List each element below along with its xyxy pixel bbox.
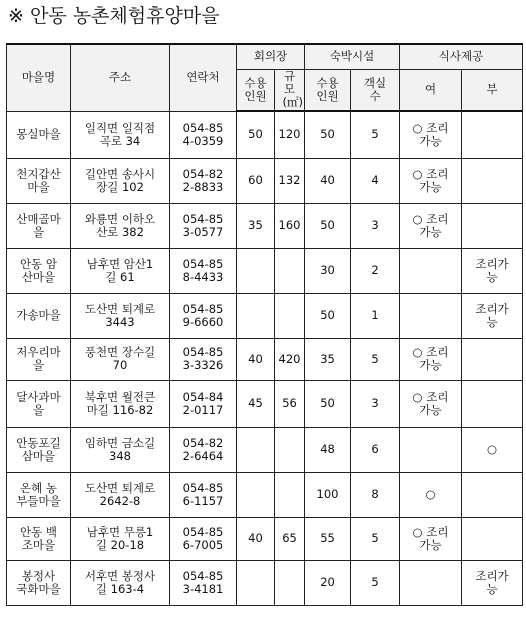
meal-no: [462, 517, 523, 560]
meeting-size: 120: [275, 111, 305, 158]
village-name: 가송마을: [7, 293, 71, 338]
village-address: 일직면 일직점곡로 34: [71, 111, 170, 158]
meal-no: [462, 472, 523, 517]
lodging-capacity: 35: [305, 338, 351, 380]
header-meal-yes: 여: [400, 69, 462, 111]
meeting-capacity: [237, 560, 275, 605]
village-name: 안동포길삼마을: [7, 427, 71, 472]
village-address: 도산면 퇴계로 3443: [71, 293, 170, 338]
meal-no: 조리가능: [462, 293, 523, 338]
meeting-size: [275, 560, 305, 605]
meeting-size: [275, 248, 305, 293]
header-meeting: 회의장: [237, 44, 305, 69]
village-phone: 054-822-8833: [170, 158, 237, 203]
room-count: 5: [351, 338, 400, 380]
meeting-size: 132: [275, 158, 305, 203]
meal-yes: ○: [400, 472, 462, 517]
meal-no: ○: [462, 427, 523, 472]
meal-yes: [400, 293, 462, 338]
village-name: 달사과마을: [7, 380, 71, 427]
meal-yes: [400, 560, 462, 605]
table-row: [7, 293, 523, 338]
village-table: [6, 43, 523, 606]
header-lodging: 숙박시설: [305, 44, 400, 69]
meeting-capacity: [237, 472, 275, 517]
village-address: 풍천면 장수길 70: [71, 338, 170, 380]
meal-yes: ○ 조리가능: [400, 517, 462, 560]
lodging-capacity: 55: [305, 517, 351, 560]
meal-yes: ○ 조리가능: [400, 158, 462, 203]
table-row: [7, 203, 523, 248]
meal-yes: ○ 조리가능: [400, 111, 462, 158]
village-address: 남후면 암산1길 61: [71, 248, 170, 293]
village-phone: 054-854-0359: [170, 111, 237, 158]
meeting-size: 56: [275, 380, 305, 427]
village-name: 안동 암산마을: [7, 248, 71, 293]
village-phone: 054-853-4181: [170, 560, 237, 605]
header-meal-no: 부: [462, 69, 523, 111]
header-meeting-capacity: 수용인원: [237, 69, 275, 111]
meal-yes: [400, 248, 462, 293]
table-row: [7, 248, 523, 293]
lodging-capacity: 20: [305, 560, 351, 605]
meal-no: 조리가능: [462, 248, 523, 293]
room-count: 2: [351, 248, 400, 293]
room-count: 5: [351, 111, 400, 158]
lodging-capacity: 50: [305, 203, 351, 248]
village-address: 도산면 퇴계로 2642-8: [71, 472, 170, 517]
village-address: 임하면 금소길 348: [71, 427, 170, 472]
meeting-size: 65: [275, 517, 305, 560]
village-address: 와룡면 이하오산로 382: [71, 203, 170, 248]
village-address: 길안면 송사시장길 102: [71, 158, 170, 203]
table-row: [7, 111, 523, 158]
table-row: [7, 517, 523, 560]
header-rooms: 객실수: [351, 69, 400, 111]
lodging-capacity: 30: [305, 248, 351, 293]
village-name: 봉정사 국화마을: [7, 560, 71, 605]
header-address: 주소: [71, 44, 170, 111]
meal-no: [462, 338, 523, 380]
village-phone: 054-853-0577: [170, 203, 237, 248]
village-phone: 054-859-6660: [170, 293, 237, 338]
meeting-capacity: 50: [237, 111, 275, 158]
meal-yes: [400, 427, 462, 472]
meal-yes: ○ 조리가능: [400, 338, 462, 380]
header-lodging-capacity: 수용인원: [305, 69, 351, 111]
room-count: 1: [351, 293, 400, 338]
meal-no: [462, 380, 523, 427]
village-name: 저우리마을: [7, 338, 71, 380]
table-row: [7, 427, 523, 472]
table-row: [7, 158, 523, 203]
village-name: 산매골마을: [7, 203, 71, 248]
meeting-capacity: 60: [237, 158, 275, 203]
header-phone: 연락처: [170, 44, 237, 111]
meeting-size: [275, 293, 305, 338]
village-phone: 054-822-6464: [170, 427, 237, 472]
lodging-capacity: 50: [305, 111, 351, 158]
table-row: [7, 560, 523, 605]
lodging-capacity: 48: [305, 427, 351, 472]
village-name: 천지갑산마을: [7, 158, 71, 203]
meeting-capacity: 40: [237, 338, 275, 380]
meeting-size: [275, 427, 305, 472]
room-count: 5: [351, 517, 400, 560]
room-count: 8: [351, 472, 400, 517]
table-row: [7, 380, 523, 427]
meeting-capacity: [237, 427, 275, 472]
meal-yes: ○ 조리가능: [400, 203, 462, 248]
meal-no: 조리가능: [462, 560, 523, 605]
lodging-capacity: 100: [305, 472, 351, 517]
village-name: 온혜 농부들마을: [7, 472, 71, 517]
village-phone: 054-853-3326: [170, 338, 237, 380]
room-count: 5: [351, 560, 400, 605]
header-name: 마을명: [7, 44, 71, 111]
header-meal: 식사제공: [400, 44, 523, 69]
lodging-capacity: 50: [305, 293, 351, 338]
village-phone: 054-856-1157: [170, 472, 237, 517]
room-count: 3: [351, 380, 400, 427]
meeting-capacity: 45: [237, 380, 275, 427]
table-row: [7, 472, 523, 517]
room-count: 6: [351, 427, 400, 472]
meeting-capacity: [237, 293, 275, 338]
room-count: 3: [351, 203, 400, 248]
village-name: 안동 백조마을: [7, 517, 71, 560]
room-count: 4: [351, 158, 400, 203]
meeting-capacity: 40: [237, 517, 275, 560]
meal-no: [462, 203, 523, 248]
meeting-size: [275, 472, 305, 517]
village-address: 남후면 무릉1길 20-18: [71, 517, 170, 560]
page-title: ※ 안동 농촌체험휴양마을: [8, 5, 220, 27]
meal-no: [462, 111, 523, 158]
village-name: 몽실마을: [7, 111, 71, 158]
village-phone: 054-842-0117: [170, 380, 237, 427]
meal-yes: ○ 조리가능: [400, 380, 462, 427]
lodging-capacity: 40: [305, 158, 351, 203]
meeting-capacity: 35: [237, 203, 275, 248]
village-address: 북후면 월전큰마길 116-82: [71, 380, 170, 427]
village-phone: 054-858-4433: [170, 248, 237, 293]
table-row: [7, 338, 523, 380]
meeting-size: 160: [275, 203, 305, 248]
meeting-size: 420: [275, 338, 305, 380]
header-meeting-size: 규모(㎡): [275, 69, 305, 111]
meeting-capacity: [237, 248, 275, 293]
village-phone: 054-856-7005: [170, 517, 237, 560]
village-address: 서후면 봉정사길 163-4: [71, 560, 170, 605]
lodging-capacity: 50: [305, 380, 351, 427]
meal-no: [462, 158, 523, 203]
